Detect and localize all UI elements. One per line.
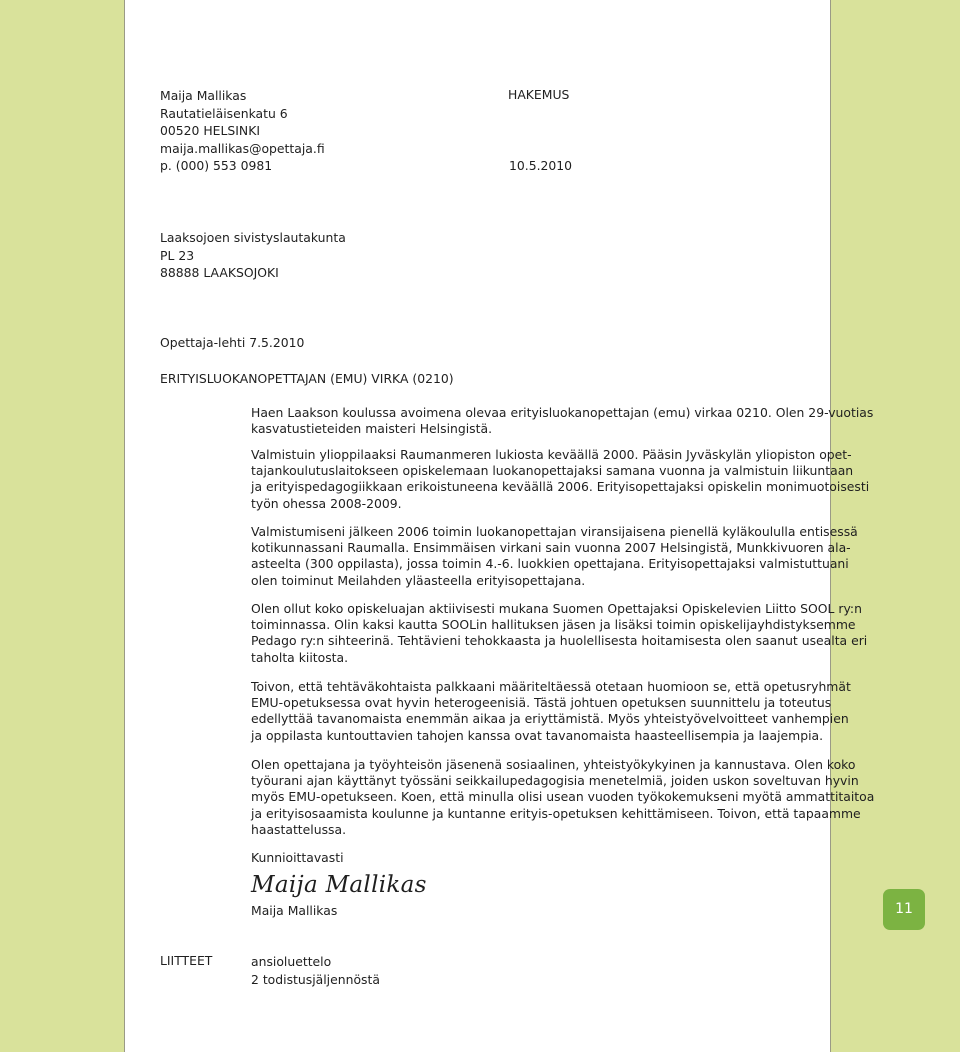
paragraph-line: Toivon, että tehtäväkohtaista palkkaani määriteltäessä otetaan huomioon se, että opetusryhmät — [251, 679, 851, 694]
page-number-badge: 11 — [883, 889, 925, 930]
paragraph-line: ja erityispedagogiikkaan erikoistuneena keväällä 2006. Erityisopettajaksi opiskelin monimuotoisesti — [251, 479, 870, 495]
document-type: HAKEMUS — [508, 87, 570, 102]
paragraph-line: kasvatustieteiden maisteri Helsingistä. — [251, 421, 493, 437]
body-paragraph — [251, 447, 869, 512]
paragraph-line: ja erityisosaamista koulunne ja kuntanne erityis-opetuksen kehittämiseen. Toivon, että tapaamme — [251, 805, 861, 821]
recipient-postal: 88888 LAAKSOJOKI — [160, 265, 279, 280]
paragraph-line: Olen ollut koko opiskeluajan aktiivisesti mukana Suomen Opettajaksi Opiskelevien Liitto SOOL ry:n — [251, 601, 862, 616]
paragraph-line: myös EMU-opetukseen. Koen, että minulla olisi usean vuoden työkokemukseni myötä ammattitaitoa — [251, 789, 875, 805]
subject-line: ERITYISLUOKANOPETTAJAN (EMU) VIRKA (0210) — [160, 371, 454, 386]
paragraph-line: Pedago ry:n sihteerinä. Tehtävieni tehokkaasta ja huolellisesta hoitamisesta olen saanut usealta eri — [251, 633, 868, 649]
attachment-item: 2 todistusjäljennöstä — [251, 972, 380, 987]
paragraph-line: EMU-opetuksessa ovat hyvin heterogeenisiä. Tästä johtuen opetuksen suunnittelu ja toteutus — [251, 695, 832, 711]
reference-line: Opettaja-lehti 7.5.2010 — [160, 335, 305, 350]
sender-email: maija.mallikas@opettaja.fi — [160, 140, 325, 156]
body-paragraph — [251, 405, 873, 437]
attachment-item: ansioluettelo — [251, 954, 332, 969]
paragraph-line: Olen opettajana ja työyhteisön jäsenenä sosiaalinen, yhteistyökykyinen ja kannustava. Olen koko — [251, 757, 856, 772]
paragraph-line: olen toiminut Meilahden yläasteella erityisopettajana. — [251, 572, 586, 588]
paragraph-line: haastattelussa. — [251, 821, 347, 837]
paragraph-line: kotikunnassani Raumalla. Ensimmäisen virkani sain vuonna 2007 Helsingistä, Munkkivuoren ala- — [251, 540, 851, 556]
recipient-box: PL 23 — [160, 247, 195, 263]
recipient-org: Laaksojoen sivistyslautakunta — [160, 230, 346, 245]
paragraph-line: Valmistuin ylioppilaaksi Raumanmeren lukiosta keväällä 2000. Pääsin Jyväskylän yliopiston opet- — [251, 447, 852, 462]
sender-address — [160, 87, 325, 175]
recipient-address — [160, 229, 346, 282]
body-paragraph — [251, 757, 874, 838]
paragraph-line: ja oppilasta kuntouttavien tahojen kanssa ovat tavanomaista haasteellisempia ja laajempia. — [251, 727, 824, 743]
paragraph-line: työurani ajan käyttänyt työssäni seikkailupedagogisia menetelmiä, joiden uskon soveltuvan hyvin — [251, 773, 859, 789]
paragraph-line: asteelta (300 oppilasta), jossa toimin 4.-6. luokkien opettajana. Erityisopettajaksi valmistuttuani — [251, 556, 849, 572]
paragraph-line: edellyttää tavanomaista enemmän aikaa ja eriyttämistä. Myös yhteistyövelvoitteet vanhempien — [251, 711, 849, 727]
body-paragraph — [251, 679, 851, 744]
attachments-label: LIITTEET — [160, 953, 213, 968]
paragraph-line: Valmistumiseni jälkeen 2006 toimin luokanopettajan viransijaisena pienellä kyläkoululla entisessä — [251, 524, 858, 539]
attachments-list — [251, 953, 380, 989]
sender-street: Rautatieläisenkatu 6 — [160, 105, 288, 121]
signer-name: Maija Mallikas — [251, 903, 338, 918]
sender-name: Maija Mallikas — [160, 88, 247, 103]
sender-phone: p. (000) 553 0981 — [160, 158, 273, 173]
paragraph-line: tajankoulutuslaitokseen opiskelemaan luokanopettajaksi samana vuonna ja valmistuin liikuntaan — [251, 463, 854, 479]
body-paragraph — [251, 524, 858, 589]
paragraph-line: taholta kiitosta. — [251, 649, 349, 665]
paragraph-line: työn ohessa 2008-2009. — [251, 495, 402, 511]
letter-date: 10.5.2010 — [509, 158, 573, 173]
sender-postal: 00520 HELSINKI — [160, 123, 260, 138]
closing-phrase: Kunnioittavasti — [251, 850, 344, 865]
paragraph-line: toiminnassa. Olin kaksi kautta SOOLin hallituksen jäsen ja lisäksi toimin opiskelijayhdistyksemme — [251, 617, 856, 633]
handwritten-signature: Maija Mallikas — [251, 872, 427, 898]
body-paragraph — [251, 601, 867, 666]
paragraph-line: Haen Laakson koulussa avoimena olevaa erityisluokanopettajan (emu) virkaa 0210. Olen 29-vuotias — [251, 405, 874, 420]
